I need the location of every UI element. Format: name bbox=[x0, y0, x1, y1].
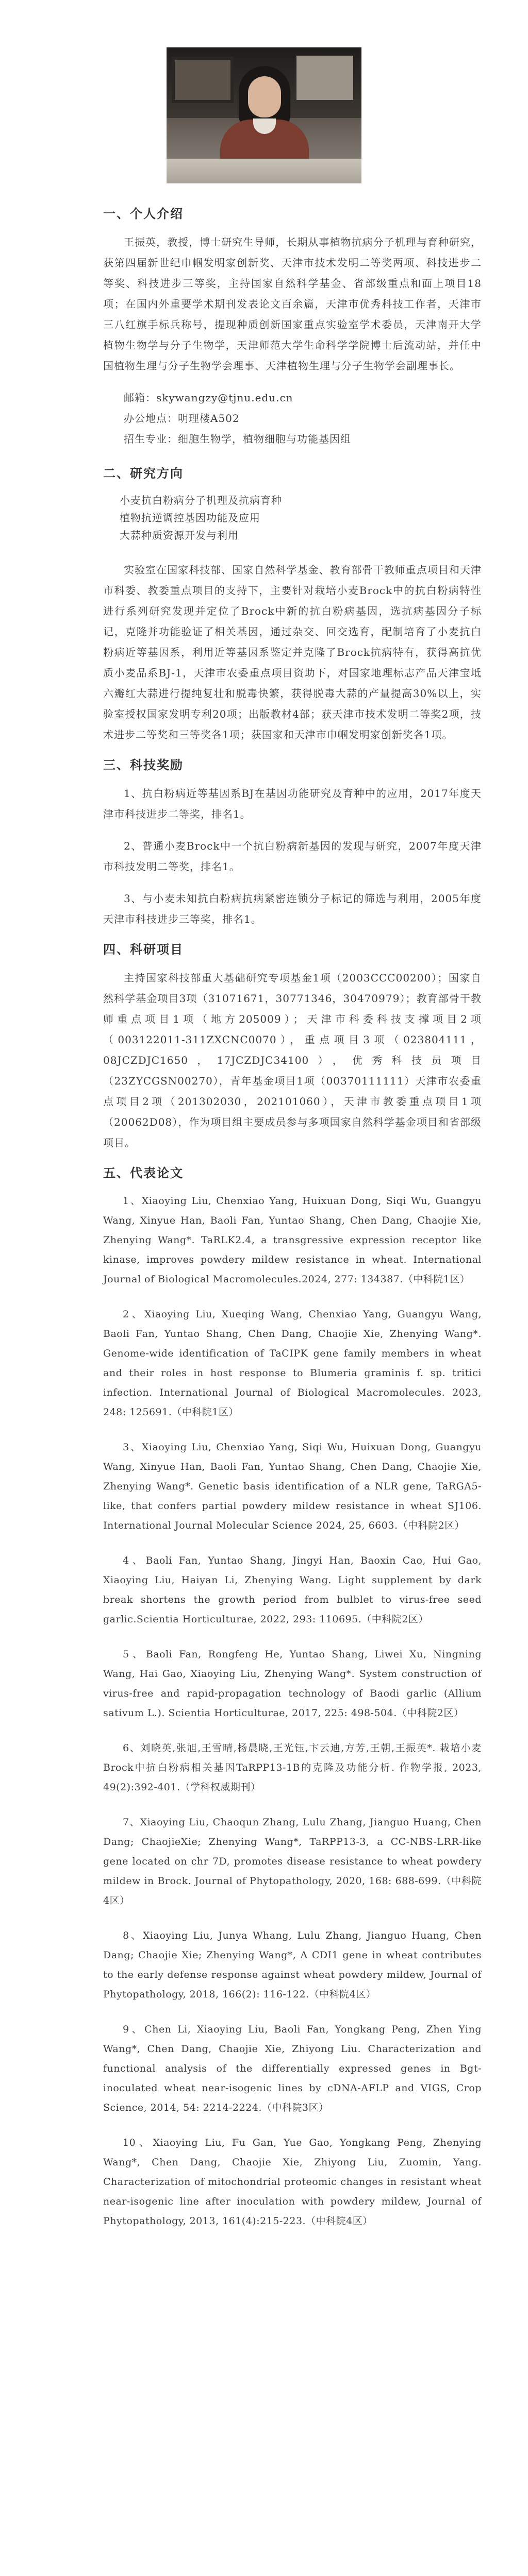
publication-item: 7、Xiaoying Liu, Chaoqun Zhang, Lulu Zhang, Jianguo Huang, Chen Dang; ChaojieXie; Zhenying Wang*, TaRPP13-3, a CC-NBS-LRR-like gene located on chr 7D, promotes disease resistance to wheat powdery mildew in Brock. Journal of Phytopathology, 2020, 168: 688-699.（中科院4区） bbox=[103, 1817, 482, 1906]
section-heading-research: 二、研究方向 bbox=[103, 466, 184, 481]
research-direction-item: 大蒜种质资源开发与利用 bbox=[120, 529, 239, 541]
research-direction-item: 植物抗逆调控基因功能及应用 bbox=[120, 512, 260, 524]
publication-item: 5、Baoli Fan, Rongfeng He, Yuntao Shang, Liwei Xu, Ningning Wang, Hai Gao, Xiaoying Liu, Zhenying Wang*. System construction of virus-free and rapid-propagation technology of Baodi garlic (Allium sativum L.). Scientia Horticulturae, 2017, 225: 498-504.（中科院2区） bbox=[103, 1649, 482, 1719]
photo-board bbox=[296, 56, 353, 100]
publication-item: 9、Chen Li, Xiaoying Liu, Baoli Fan, Yongkang Peng, Zhen Ying Wang*, Chen Dang, Chaojie Xie, Zhiyong Liu. Characterization and functional analysis of the differentially expressed genes in Bgt-inoculated wheat near-isogenic lines by cDNA-AFLP and VIGS, Crop Science, 2014, 54: 2214-2224.（中科院3区） bbox=[103, 2024, 482, 2113]
research-paragraph: 实验室在国家科技部、国家自然科学基金、教育部骨干教师重点项目和天津市科委、教委重点项目的支持下，主要针对栽培小麦Brock中的抗白粉病特性进行系列研究发现并定位了Brock中新的抗白粉病基因，选抗病基因分子标记，克隆并功能验证了相关基因，通过杂交、回交选育，配制培育了小麦抗白粉病近等基因系，利用近等基因系鉴定并克隆了Brock抗病特有，获得高抗优质小麦品系BJ-1，天津市农委重点项目资助下，对国家地理标志产品天津宝坻六瓣红大蒜进行提纯复壮和脱毒快繁，获得脱毒大蒜的产量提高30%以上，实验室授权国家发明专利20项；出版教材4部；获天津市技术发明二等奖2项，技术进步二等奖和三等奖各1项；获国家和天津市巾帼发明家创新奖各1项。 bbox=[103, 564, 482, 741]
publication-item: 1、Xiaoying Liu, Chenxiao Yang, Huixuan Dong, Siqi Wu, Guangyu Wang, Xinyue Han, Baoli Fan, Yuntao Shang, Chen Dang, Chaojie Xie, Zhenying Wang*. TaRLK2.4, a transgressive expression receptor like kinase, improves powdery mildew resistance in wheat. International Journal of Biological Macromolecules.2024, 277: 134387.（中科院1区） bbox=[103, 1195, 482, 1285]
main-content bbox=[0, 205, 528, 2231]
photo-bookshelf bbox=[172, 57, 234, 103]
publication-item: 6、刘晓英,张旭,王雪晴,杨晨晓,王光钰,卞云迪,方芳,王朝,王振英*. 栽培小麦Brock中抗白粉病相关基因TaRPP13-1B的克隆及功能分析. 作物学报, 2023, 49(2):392-401.（学科权威期刊） bbox=[103, 1742, 482, 1793]
section-heading-projects: 四、科研项目 bbox=[103, 942, 184, 957]
projects-paragraph: 主持国家科技部重大基础研究专项基金1项（2003CCC00200）；国家自然科学基金项目3项（31071671，30771346，30470979）；教育部骨干教师重点项目1项（地方205009）；天津市科委科技支撑项目2项（003122011-311ZXCNC0070），重点项目3项（023804111，08JCZDJC1650，17JCZDJC34100），优秀科技员项目（23ZYCGSN00270），青年基金项目1项（00370111111）天津市农委重点项目2项（201302030，202101060），天津市教委重点项目1项（20062D08），作为项目组主要成员参与多项国家自然科学基金项目和省部级项目。 bbox=[103, 972, 482, 1149]
section-heading-awards: 三、科技奖励 bbox=[103, 758, 184, 772]
award-item: 2、普通小麦Brock中一个抗白粉病新基因的发现与研究，2007年度天津市科技发明二等奖，排名1。 bbox=[103, 840, 482, 873]
section-heading-intro: 一、个人介绍 bbox=[103, 207, 184, 221]
photo-desk bbox=[167, 159, 361, 183]
publication-item: 2、Xiaoying Liu, Xueqing Wang, Chenxiao Yang, Guangyu Wang, Baoli Fan, Yuntao Shang, Chen Dang, Chaojie Xie, Zhenying Wang*. Genome-wide identification of TaCIPK gene family members in wheat and their roles in host response to Blumeria graminis f. sp. tritici infection. International Journal of Biological Macromolecules. 2023, 248: 125691.（中科院1区） bbox=[103, 1309, 482, 1418]
photo-face bbox=[248, 76, 281, 117]
award-item: 1、抗白粉病近等基因系BJ在基因功能研究及育种中的应用，2017年度天津市科技进步二等奖，排名1。 bbox=[103, 787, 482, 820]
research-directions bbox=[103, 492, 482, 544]
publication-item: 3、Xiaoying Liu, Chenxiao Yang, Siqi Wu, Huixuan Dong, Guangyu Wang, Xinyue Han, Baoli Fan, Yuntao Shang, Chen Dang, Chaojie Xie, Zhenying Wang*. Genetic basis identification of a NLR gene, TaRGA5-like, that confers partial powdery mildew resistance in wheat SJ106. International Journal Molecular Science 2024, 25, 6603.（中科院2区） bbox=[103, 1442, 482, 1531]
contact-office: 办公地点：明理楼A502 bbox=[124, 412, 240, 425]
contact-email[interactable]: 邮箱：skywangzy@tjnu.edu.cn bbox=[124, 392, 293, 404]
contact-enrollment: 招生专业：细胞生物学，植物细胞与功能基因组 bbox=[124, 433, 351, 445]
portrait-photo bbox=[167, 47, 361, 183]
research-direction-item: 小麦抗白粉病分子机理及抗病育种 bbox=[120, 494, 282, 506]
intro-paragraph: 王振英，教授，博士研究生导师，长期从事植物抗病分子机理与育种研究，获第四届新世纪巾帼发明家创新奖、天津市技术发明二等奖两项、科技进步二等奖、科技进步三等奖，主持国家自然科学基金、省部级重点和面上项目18项；在国内外重要学术期刊发表论文百余篇，天津市优秀科技工作者，天津市三八红旗手标兵称号，提现种质创新国家重点实验室学术委员，天津南开大学植物生物学与分子生物学，天津师范大学生命科学学院博士后流动站，并任中国植物生理与分子生物学会理事、天津植物生理与分子生物学会副理事长。 bbox=[103, 236, 482, 372]
publication-item: 8、Xiaoying Liu, Junya Whang, Lulu Zhang, Jianguo Huang, Chen Dang; Chaojie Xie; Zhenying Wang*, A CDI1 gene in wheat contributes to the early defense response against wheat powdery mildew, Journal of Phytopathology, 2018, 166(2): 116-122.（中科院4区） bbox=[103, 1930, 482, 2000]
publication-item: 10、Xiaoying Liu, Fu Gan, Yue Gao, Yongkang Peng, Zhenying Wang*, Chen Dang, Chaojie Xie, Zhiyong Liu, Zuomin, Yang. Characterization of mitochondrial proteomic changes in resistant wheat near-isogenic line after inoculation with powdery mildew, Journal of Phytopathology, 2013, 161(4):215-223.（中科院4区） bbox=[103, 2137, 482, 2227]
publication-item: 4、Baoli Fan, Yuntao Shang, Jingyi Han, Baoxin Cao, Hui Gao, Xiaoying Liu, Haiyan Li, Zhenying Wang. Light supplement by dark break shortens the growth period from bulblet to virus-free seed garlic.Scientia Horticulturae, 2022, 293: 110695.（中科院2区） bbox=[103, 1555, 482, 1625]
award-item: 3、与小麦未知抗白粉病抗病紧密连锁分子标记的筛选与利用，2005年度天津市科技进步三等奖，排名1。 bbox=[103, 892, 482, 925]
section-heading-publications: 五、代表论文 bbox=[103, 1166, 184, 1180]
contact-block bbox=[103, 387, 482, 449]
